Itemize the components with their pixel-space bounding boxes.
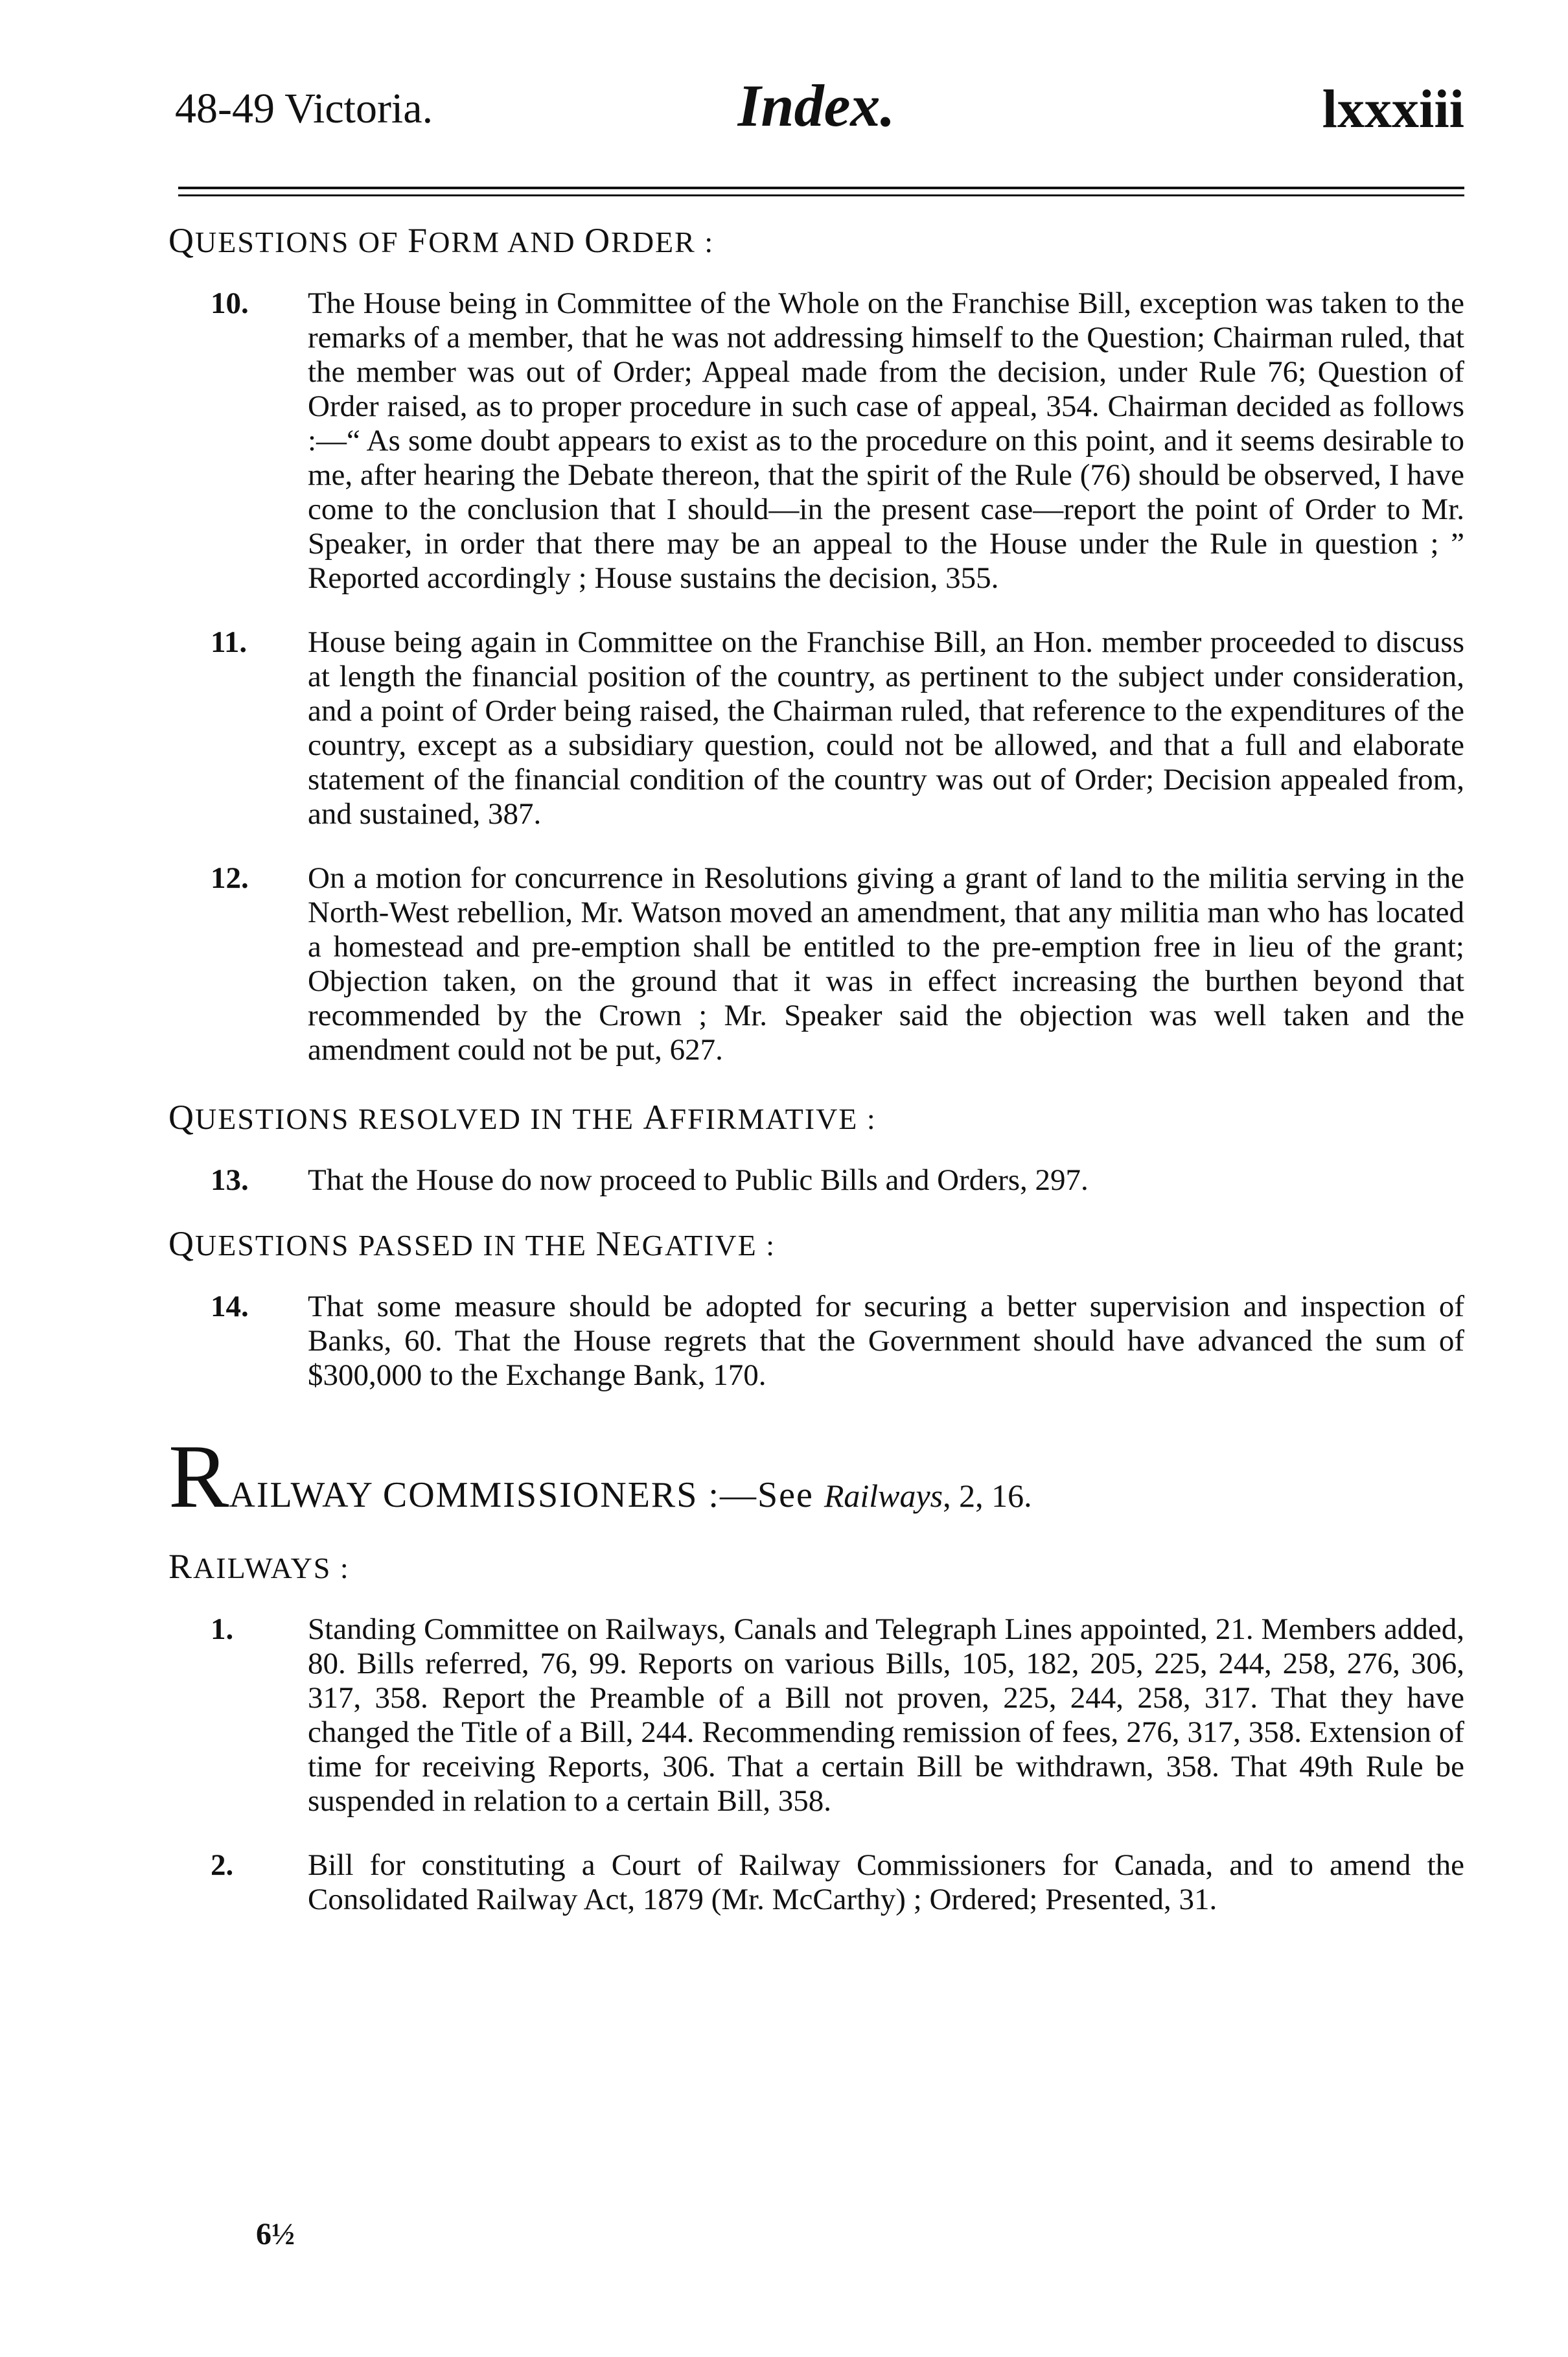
cross-reference: Railways	[824, 1478, 943, 1514]
entry-text: Standing Committee on Railways, Canals and Telegraph Lines appointed, 21. Members added, 80. Bills referred, 76, 99. Reports on various Bills, 105, 182, 205, 225, 244, 258, 276, 306, 317, 358. Report the Preamble of a Bill not proven, 225, 244, 258, 317. That they have changed the Title of a Bill, 244. Recommending remission of fees, 276, 317, 358. Extension of time for receiving Reports, 306. That a certain Bill be withdrawn, 358. That 49th Rule be suspended in relation to a certain Bill, 358.	[308, 1612, 1464, 1818]
index-entry	[168, 1612, 1464, 1818]
dropcap-letter: R	[168, 1426, 229, 1527]
title-cap: R	[168, 1547, 194, 1586]
header-rule-bottom	[178, 194, 1464, 196]
title-rest: UESTIONS OF	[195, 226, 408, 259]
section-title	[168, 1097, 1464, 1137]
title-rest: EGATIVE :	[622, 1229, 776, 1262]
entry-number: 2.	[211, 1848, 234, 1882]
heading-text: AILWAY COMMISSIONERS :—See	[229, 1475, 824, 1515]
section-railways	[168, 1546, 1464, 1917]
title-rest: FFIRMATIVE :	[669, 1102, 877, 1135]
cross-reference-pages: , 2, 16.	[943, 1478, 1032, 1514]
title-cap: N	[595, 1224, 623, 1263]
title-rest: UESTIONS PASSED IN THE	[195, 1229, 596, 1262]
title-cap: Q	[168, 221, 195, 260]
entry-text: Bill for constituting a Court of Railway Commissioners for Canada, and to amend the Consolidated Railway Act, 1879 (Mr. McCarthy) ; Ordered; Presented, 31.	[308, 1848, 1464, 1916]
title-cap: Q	[168, 1098, 195, 1137]
title-rest: AILWAYS :	[193, 1551, 350, 1585]
index-entry	[168, 861, 1464, 1067]
entry-number: 13.	[211, 1163, 249, 1197]
title-cap: F	[408, 221, 429, 260]
index-entry	[168, 286, 1464, 596]
section-title	[168, 1224, 1464, 1264]
index-content	[168, 220, 1464, 1947]
entry-text: The House being in Committee of the Whole on the Franchise Bill, exception was taken to the remarks of a member, that he was not addressing himself to the Question; Chairman ruled, that the member was out of Order; Appeal made from the decision, under Rule 76; Question of Order raised, as to proper procedure in such case of appeal, 354. Chairman decided as follows :—“ As some doubt appears to exist as to the procedure on this point, and it seems desirable to me, after hearing the Debate thereon, that the spirit of the Rule (76) should be observed, I have come to the conclusion that I should—in the present case—report the point of Order to Mr. Speaker, in order that there may be an appeal to the House under the Rule in question ; ” Reported accordingly ; House sustains the decision, 355.	[308, 286, 1464, 595]
section-title	[168, 220, 1464, 261]
title-cap: A	[643, 1098, 670, 1137]
header-session: 48-49 Victoria.	[175, 85, 433, 132]
title-cap: O	[584, 221, 612, 260]
header-page-number: lxxxiii	[1322, 79, 1464, 139]
entry-text: That the House do now proceed to Public Bills and Orders, 297.	[308, 1163, 1089, 1197]
entry-text: That some measure should be adopted for securing a better supervision and inspection of Banks, 60. That the House regrets that the Government should have advanced the sum of $300,000 to the Exchange Bank, 170.	[308, 1290, 1464, 1392]
entry-number: 14.	[211, 1290, 249, 1323]
title-rest: RDER :	[611, 226, 715, 259]
entry-number: 12.	[211, 861, 249, 895]
section-title	[168, 1546, 1464, 1586]
entry-number: 1.	[211, 1612, 234, 1646]
title-rest: ORM AND	[428, 226, 585, 259]
section-questions-negative	[168, 1224, 1464, 1393]
signature-mark: 6½	[256, 2217, 295, 2251]
entry-text: On a motion for concurrence in Resolutions giving a grant of land to the militia serving in the North-West rebellion, Mr. Watson moved an amendment, that any militia man who has located a homestead and pre-emption shall be entitled to the pre-emption free in lieu of the grant; Objection taken, on the ground that it was in effect increasing the burthen beyond that recommended by the Crown ; Mr. Speaker said the objection was well taken and the amendment could not be put, 627.	[308, 861, 1464, 1067]
header-title: Index.	[737, 73, 895, 139]
entry-text: House being again in Committee on the Franchise Bill, an Hon. member proceeded to discuss at length the financial position of the country, as pertinent to the subject under consideration, and a point of Order being raised, the Chairman ruled, that reference to the expenditures of the country, except as a subsidiary question, could not be allowed, and that a full and elaborate statement of the financial condition of the country was out of Order; Decision appealed from, and sustained, 387.	[308, 625, 1464, 831]
section-questions-form-order	[168, 220, 1464, 1067]
title-rest: UESTIONS RESOLVED IN THE	[195, 1102, 643, 1135]
index-entry	[168, 1163, 1464, 1198]
index-entry	[168, 625, 1464, 831]
letter-heading-railway-commissioners	[168, 1426, 1464, 1527]
index-entry	[168, 1290, 1464, 1393]
entry-number: 11.	[211, 625, 248, 659]
section-questions-affirmative	[168, 1097, 1464, 1198]
title-cap: Q	[168, 1224, 195, 1263]
header-rule-top	[178, 187, 1464, 189]
entry-number: 10.	[211, 286, 249, 320]
page-header	[168, 71, 1464, 149]
index-entry	[168, 1848, 1464, 1917]
